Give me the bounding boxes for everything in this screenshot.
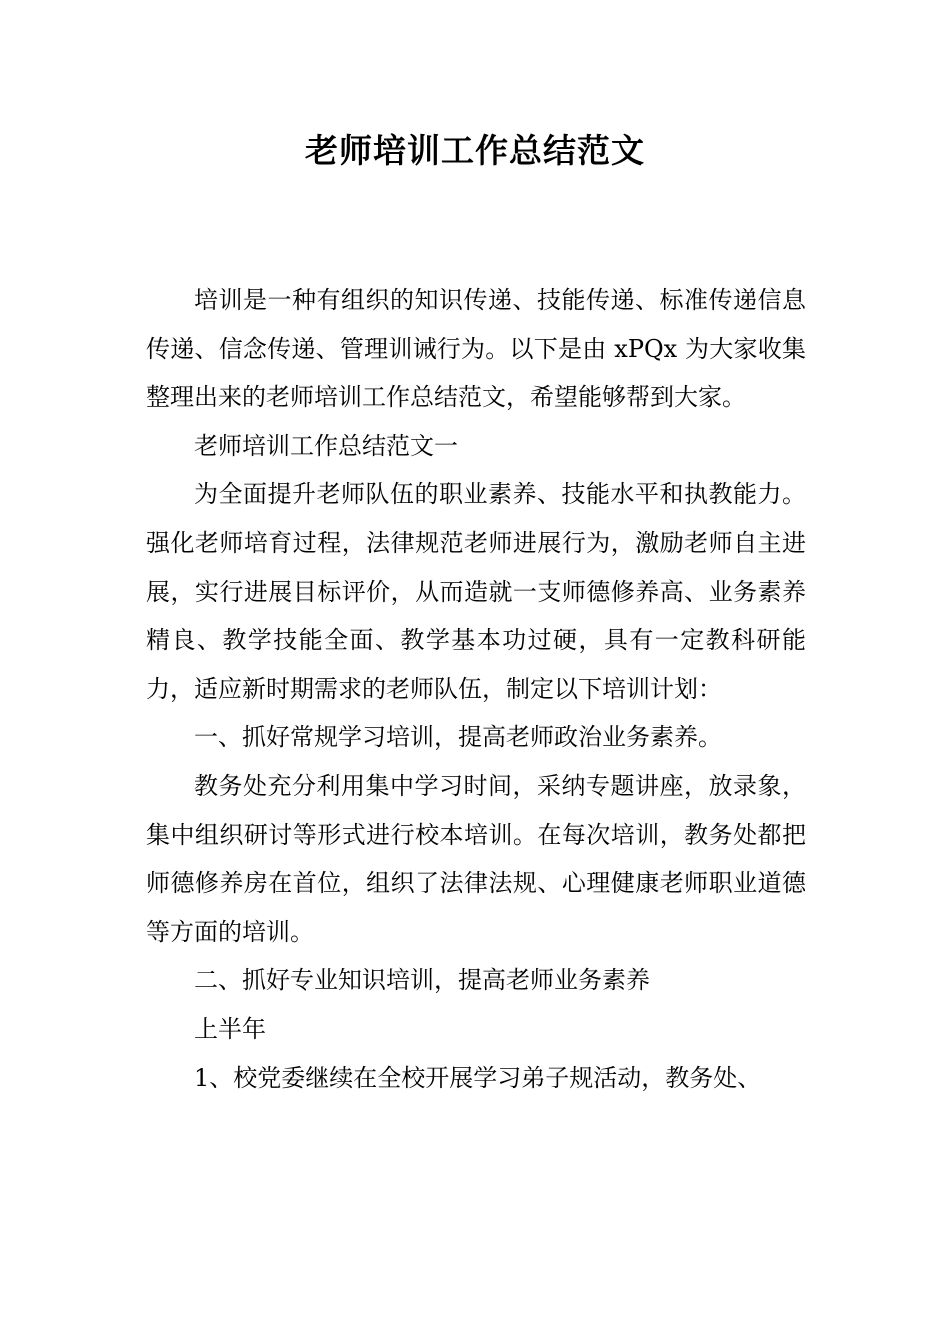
subheading-first-half: 上半年 <box>194 1014 266 1043</box>
intro-paragraph: 培训是一种有组织的知识传递、技能传递、标准传递信息传递、信念传递、管理训诫行为。以下是由 xPQx 为大家收集整理出来的老师培训工作总结范文，希望能够帮到大家。 <box>146 286 806 412</box>
training-paragraph: 教务处充分利用集中学习时间，采纳专题讲座，放录象，集中组织研讨等形式进行校本培训。在每次培训，教务处都把师德修养房在首位，组织了法律法规、心理健康老师职业道德等方面的培训。 <box>146 771 806 946</box>
purpose-paragraph: 为全面提升老师队伍的职业素养、技能水平和执教能力。强化老师培育过程，法律规范老师进展行为，激励老师自主进展，实行进展目标评价，从而造就一支师德修养高、业务素养精良、教学技能全面、教学基本功过硬，具有一定教科研能力，适应新时期需求的老师队伍，制定以下培训计划： <box>146 480 806 703</box>
item-heading-one: 一、抓好常规学习培训，提高老师政治业务素养。 <box>194 723 722 752</box>
document-body <box>146 276 806 1102</box>
item-heading-two: 二、抓好专业知识培训，提高老师业务素养 <box>194 966 650 995</box>
section-heading-one: 老师培训工作总结范文一 <box>194 431 458 460</box>
document-title: 老师培训工作总结范文 <box>305 131 645 170</box>
list-item-one: 1、校党委继续在全校开展学习弟子规活动，教务处、 <box>194 1063 762 1092</box>
